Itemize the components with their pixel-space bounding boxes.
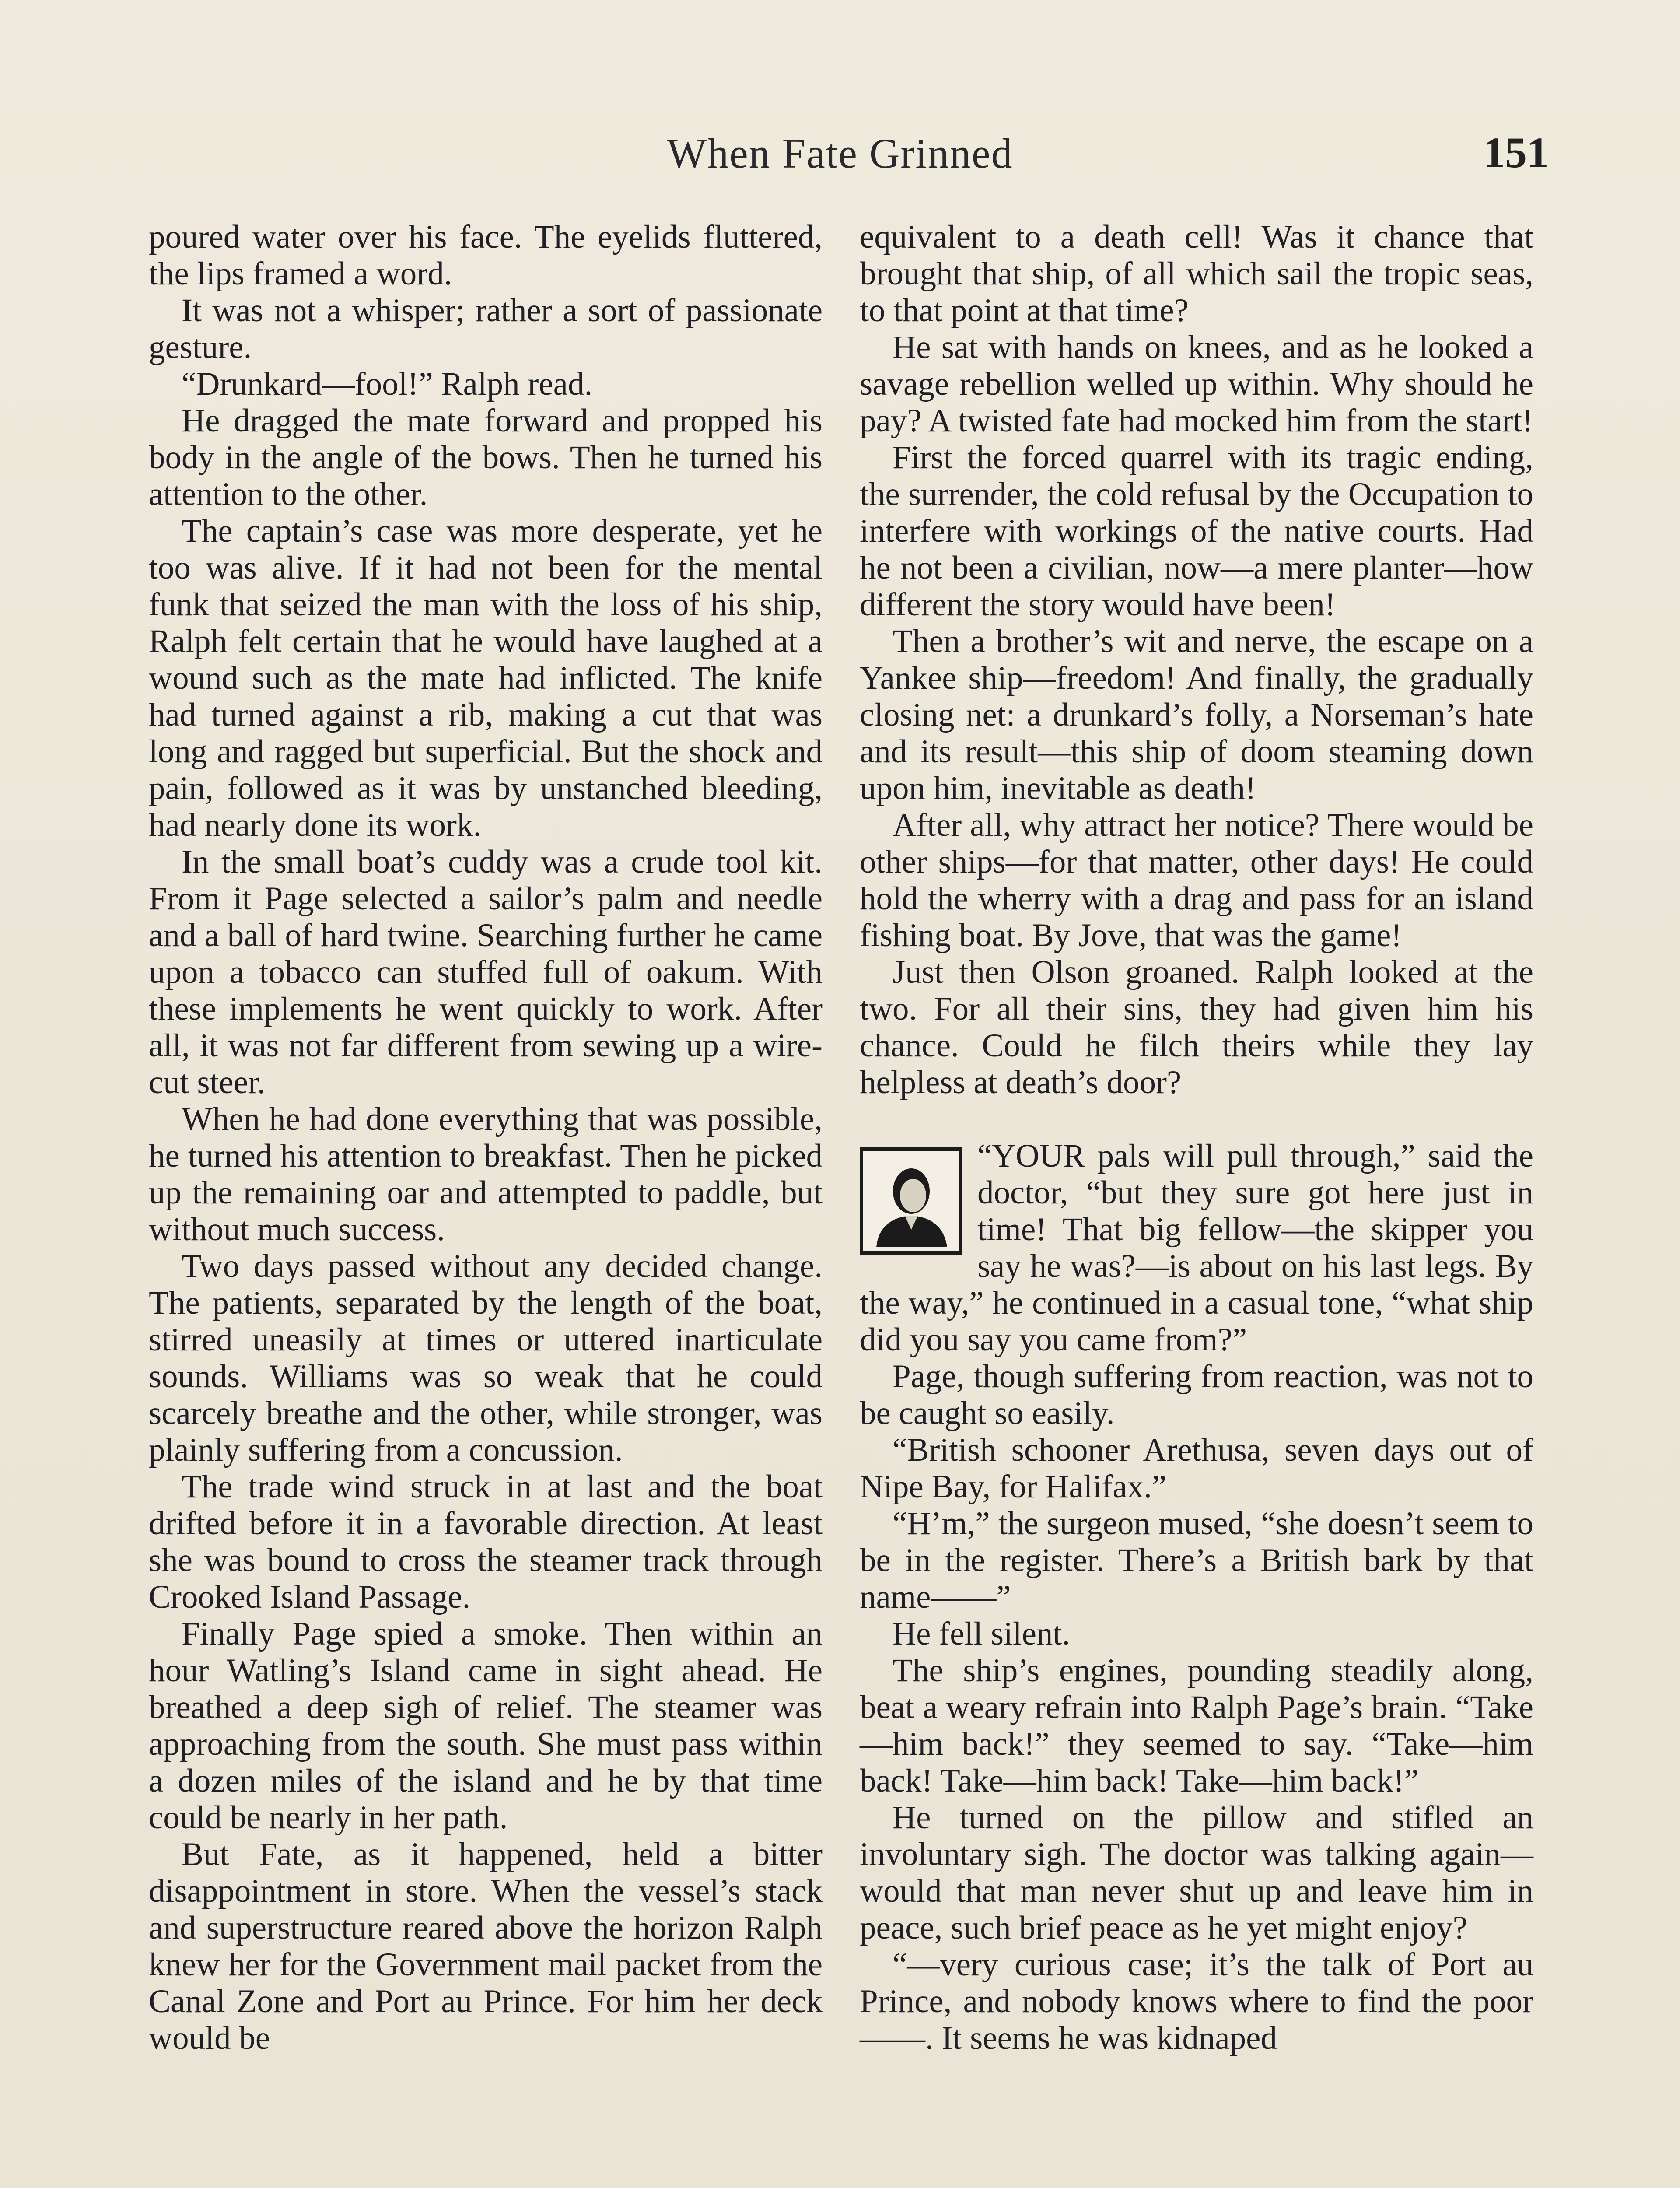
paragraph: In the small boat’s cuddy was a crude tool kit. From it Page selected a sailor’s palm and needle and a ball of hard twine. Searching further he came upon a tobacco can stuffed full of oakum. With these implements he went quickly to work. After all, it was not far different from sewing up a wire-cut steer. bbox=[149, 844, 822, 1101]
paragraph: He sat with hands on knees, and as he looked a savage rebellion welled up within. Why should he pay? A twisted fate had mocked him from the start! bbox=[860, 329, 1533, 439]
paragraph: He fell silent. bbox=[892, 1616, 1071, 1652]
paragraph: “Drunkard—fool!” Ralph read. bbox=[182, 366, 593, 402]
portrait-dropcap bbox=[860, 1147, 962, 1255]
paragraph: Two days passed without any decided change. The patients, separated by the length of the boat, stirred uneasily at times or uttered inarticulate sounds. Williams was so weak that he could scarcely breathe and the other, while stronger, was plainly suffering from a concussion. bbox=[149, 1248, 822, 1468]
paragraph: equivalent to a death cell! Was it chance that brought that ship, of all which sail the tropic seas, to that point at that time? bbox=[860, 219, 1533, 329]
portrait-silhouette-icon bbox=[868, 1155, 955, 1247]
right-column bbox=[860, 219, 1533, 2057]
page-header bbox=[0, 129, 1680, 186]
paragraph: poured water over his face. The eyelids fluttered, the lips framed a word. bbox=[149, 219, 822, 292]
right-column-section-one bbox=[860, 219, 1533, 1101]
paragraph: “H’m,” the surgeon mused, “she doesn’t seem to be in the register. There’s a British bark by that name——” bbox=[860, 1505, 1533, 1615]
page-number: 151 bbox=[1483, 128, 1549, 177]
paragraph: “—very curious case; it’s the talk of Port au Prince, and nobody knows where to find the poor ——. It seems he was kidnaped bbox=[860, 1946, 1533, 2056]
section-break bbox=[860, 1101, 1533, 1138]
paragraph: He turned on the pillow and stifled an involuntary sigh. The doctor was talking again—would that man never shut up and leave him in peace, such brief peace as he yet might enjoy? bbox=[860, 1799, 1533, 1946]
paragraph: When he had done everything that was possible, he turned his attention to breakfast. Then he picked up the remaining oar and attempted to paddle, but without much success. bbox=[149, 1101, 822, 1248]
right-column-section-two bbox=[860, 1138, 1533, 2057]
paragraph: The ship’s engines, pounding steadily along, beat a weary refrain into Ralph Page’s brain. “Take—him back!” they seemed to say. “Take—him back! Take—him back! Take—him back!” bbox=[860, 1652, 1533, 1799]
paragraph: Just then Olson groaned. Ralph looked at the two. For all their sins, they had given him his chance. Could he filch theirs while they lay helpless at death’s door? bbox=[860, 954, 1533, 1101]
left-column bbox=[149, 219, 822, 2057]
paragraph: “British schooner Arethusa, seven days out of Nipe Bay, for Halifax.” bbox=[860, 1432, 1533, 1505]
paragraph: The trade wind struck in at last and the boat drifted before it in a favorable direction. At least she was bound to cross the steamer track through Crooked Island Passage. bbox=[149, 1469, 822, 1615]
paragraph: Page, though suffering from reaction, was not to be caught so easily. bbox=[860, 1358, 1533, 1431]
paragraph: Finally Page spied a smoke. Then within an hour Watling’s Island came in sight ahead. He breathed a deep sigh of relief. The steamer was approaching from the south. She must pass within a dozen miles of the island and he by that time could be nearly in her path. bbox=[149, 1616, 822, 1836]
paragraph: But Fate, as it happened, held a bitter disappointment in store. When the vessel’s stack and superstructure reared above the horizon Ralph knew her for the Government mail packet from the Canal Zone and Port au Prince. For him her deck would be bbox=[149, 1836, 822, 2056]
paragraph: It was not a whisper; rather a sort of passionate gesture. bbox=[149, 292, 822, 365]
paragraph: The captain’s case was more desperate, yet he too was alive. If it had not been for the mental funk that seized the man with the loss of his ship, Ralph felt certain that he would have laughed at a wound such as the mate had inflicted. The knife had turned against a rib, making a cut that was long and ragged but superficial. But the shock and pain, followed as it was by unstanched bleeding, had nearly done its work. bbox=[149, 513, 822, 843]
paragraph: Then a brother’s wit and nerve, the escape on a Yankee ship—freedom! And finally, the gradually closing net: a drunkard’s folly, a Norseman’s hate and its result—this ship of doom steaming down upon him, inevitable as death! bbox=[860, 623, 1533, 806]
paragraph: First the forced quarrel with its tragic ending, the surrender, the cold refusal by the Occupation to interfere with workings of the native courts. Had he not been a civilian, now—a mere planter—how different the story would have been! bbox=[860, 439, 1533, 623]
running-title: When Fate Grinned bbox=[667, 130, 1013, 177]
paragraph: “YOUR pals will pull through,” said the doctor, “but they sure got here just in time! That big fellow—the skipper you say he was?—is about on his last legs. By the way,” he continued in a casual tone, “what ship did you say you came from?” bbox=[860, 1138, 1533, 1358]
paragraph: After all, why attract her notice? There would be other ships—for that matter, other days! He could hold the wherry with a drag and pass for an island fishing boat. By Jove, that was the game! bbox=[860, 807, 1533, 954]
paragraph: He dragged the mate forward and propped his body in the angle of the bows. Then he turned his attention to the other. bbox=[149, 403, 822, 512]
